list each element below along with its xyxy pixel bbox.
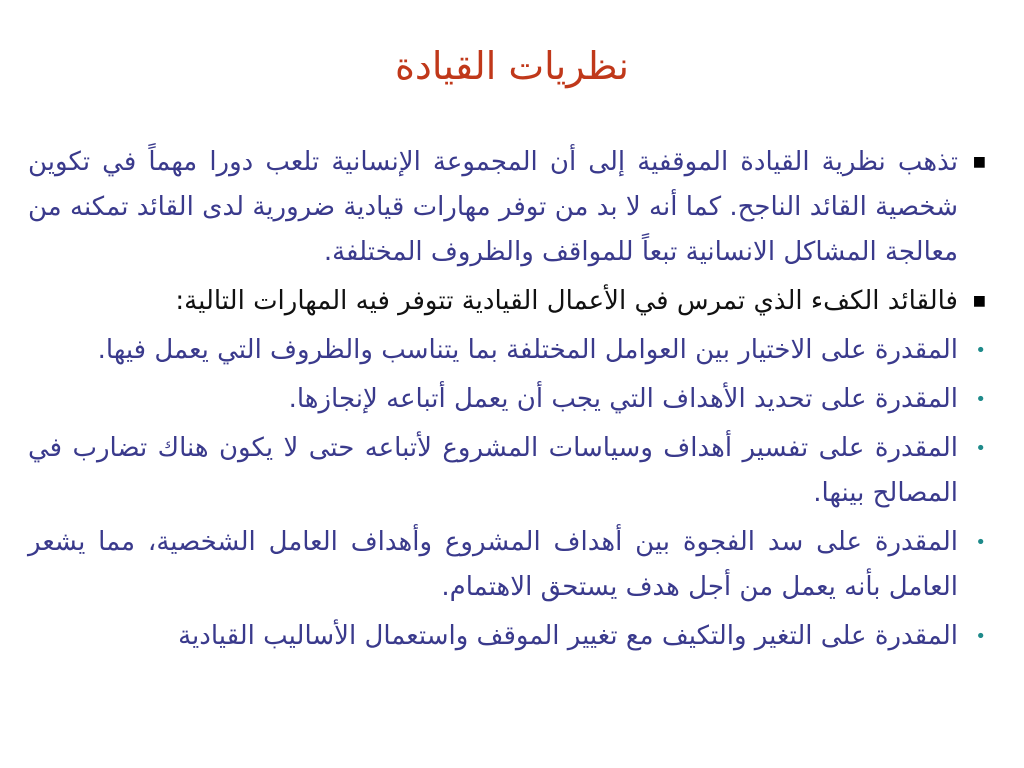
skill-item-1 (28, 328, 986, 373)
bullet-item-1 (28, 140, 986, 275)
bullet-text: فالقائد الكفء الذي تمرس في الأعمال القيادية تتوفر فيه المهارات التالية: (175, 286, 958, 316)
skill-item-3 (28, 426, 986, 516)
dot-bullet-icon: • (975, 532, 986, 553)
slide-title: نظريات القيادة (395, 44, 629, 88)
bullet-text: تذهب نظرية القيادة الموقفية إلى أن المجموعة الإنسانية تلعب دورا مهماً في تكوين شخصية القائد الناجح. كما أنه لا بد من توفر مهارات قيادية ضرورية لدى القائد تمكنه من معالجة المشاكل الانسانية تبعاً للمواقف والظروف المختلفة. (28, 147, 958, 267)
dot-bullet-icon: • (975, 438, 986, 459)
dot-bullet-icon: • (975, 389, 986, 410)
bullet-text: المقدرة على سد الفجوة بين أهداف المشروع وأهداف العامل الشخصية، مما يشعر العامل بأنه يعمل من أجل هدف يستحق الاهتمام. (28, 527, 958, 602)
dot-bullet-icon: • (975, 626, 986, 647)
bullet-text: المقدرة على تحديد الأهداف التي يجب أن يعمل أتباعه لإنجازها. (288, 384, 958, 414)
bullet-text: المقدرة على تفسير أهداف وسياسات المشروع لأتباعه حتى لا يكون هناك تضارب في المصالح بينها. (28, 433, 958, 508)
square-bullet-icon: ■ (972, 293, 986, 309)
bullet-text: المقدرة على التغير والتكيف مع تغيير الموقف واستعمال الأساليب القيادية (178, 621, 958, 651)
skill-item-4 (28, 520, 986, 610)
bullet-text: المقدرة على الاختيار بين العوامل المختلفة بما يتناسب والظروف التي يعمل فيها. (97, 335, 958, 365)
dot-bullet-icon: • (975, 340, 986, 361)
square-bullet-icon: ■ (972, 154, 986, 170)
skill-item-5 (28, 614, 986, 659)
skill-item-2 (28, 377, 986, 422)
slide-content (28, 140, 986, 663)
bullet-item-2 (28, 279, 986, 324)
